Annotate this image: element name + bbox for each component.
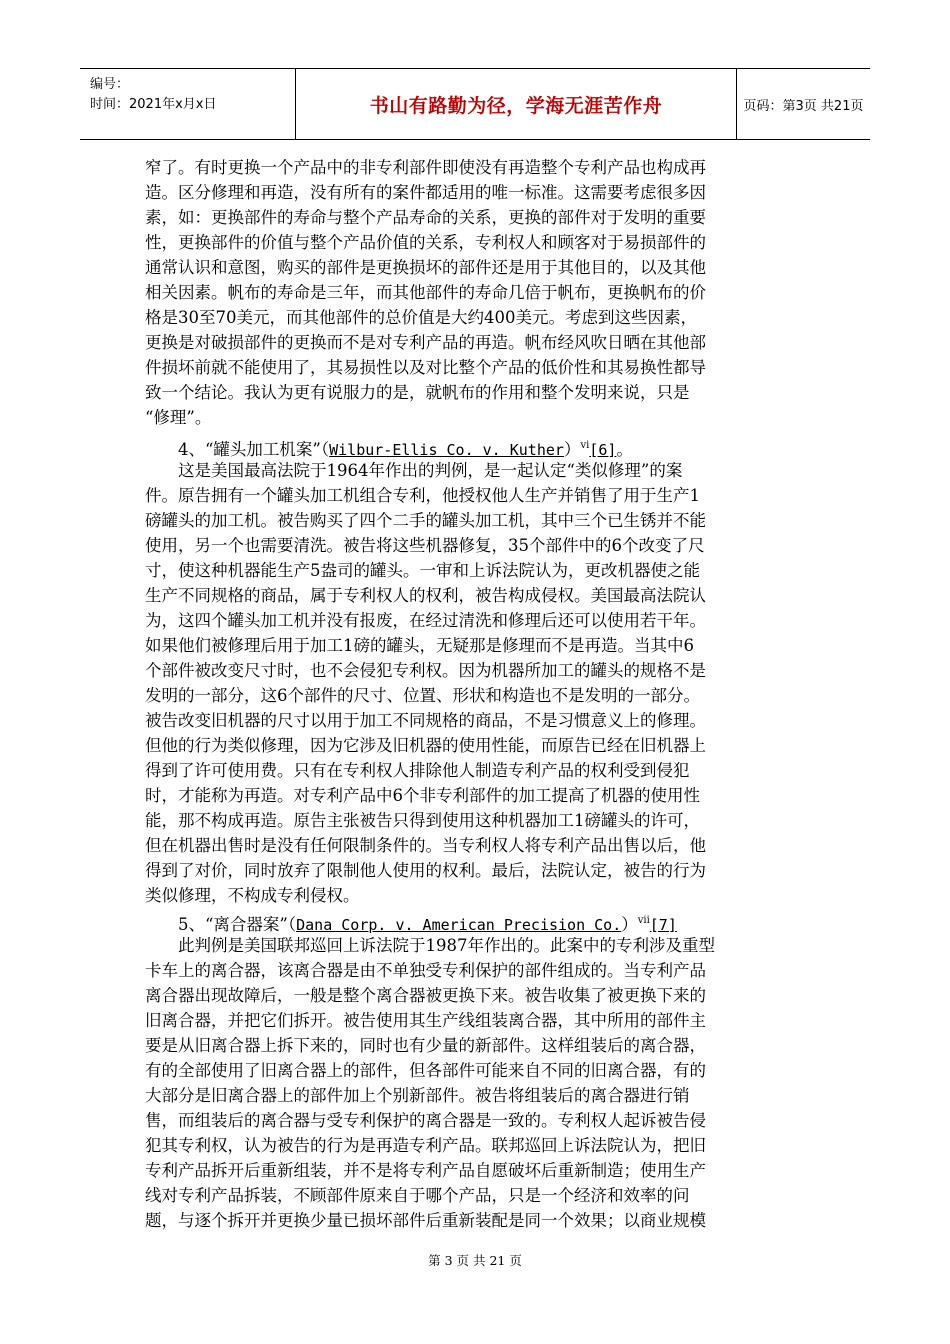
body-line: 被告改变旧机器的尺寸以用于加工不同规格的商品，不是习惯意义上的修理。 bbox=[145, 711, 706, 730]
body-line: 发明的一部分，这6个部件的尺寸、位置、形状和构造也不是发明的一部分。 bbox=[145, 686, 700, 705]
case5-heading bbox=[178, 908, 805, 933]
body-line: 造。区分修理和再造，没有所有的案件都适用的唯一标准。这需要考虑很多因 bbox=[145, 183, 706, 202]
body-line: 更换是对破损部件的更换而不是对专利产品的再造。帆布经风吹日晒在其他部 bbox=[145, 333, 706, 352]
body-line: 窄了。有时更换一个产品中的非专利部件即使没有再造整个专利产品也构成再 bbox=[145, 158, 706, 177]
body-line: 犯其专利权，认为被告的行为是再造专利产品。联邦巡回上诉法院认为，把旧 bbox=[145, 1136, 706, 1155]
case4-end: 。 bbox=[616, 440, 633, 459]
case5-reference[interactable]: [7] bbox=[649, 916, 677, 934]
case4-prefix: 4、“罐头加工机案”（ bbox=[178, 440, 330, 459]
body-line: 件。原告拥有一个罐头加工机组合专利，他授权他人生产并销售了用于生产1 bbox=[145, 486, 700, 505]
case4-heading bbox=[178, 433, 805, 458]
body-line: 但他的行为类似修理，因为它涉及旧机器的使用性能，而原告已经在旧机器上 bbox=[145, 736, 706, 755]
body-line: 线对专利产品拆装，不顾部件原来自于哪个产品，只是一个经济和效率的问 bbox=[145, 1186, 690, 1205]
body-line: 旧离合器，并把它们拆开。被告使用其生产线组装离合器，其中所用的部件主 bbox=[145, 1011, 706, 1030]
header-motto-cell bbox=[296, 69, 737, 139]
body-line: 件损坏前就不能使用了，其易损性以及对比整个产品的低价性和其易换性都导 bbox=[145, 358, 706, 377]
body-line: 离合器出现故障后，一般是整个离合器被更换下来。被告收集了被更换下来的 bbox=[145, 986, 706, 1005]
body-line: 磅罐头的加工机。被告购买了四个二手的罐头加工机，其中三个已生锈并不能 bbox=[145, 511, 706, 530]
body-line: “修理”。 bbox=[145, 408, 212, 427]
case5-case-name[interactable]: Dana Corp. v. American Precision Co. bbox=[296, 916, 622, 934]
body-line: 致一个结论。我认为更有说服力的是，就帆布的作用和整个发明来说，只是 bbox=[145, 383, 690, 402]
body-line: 但在机器出售时是没有任何限制条件的。当专利权人将专利产品出售以后，他 bbox=[145, 836, 706, 855]
body-line: 能，那不构成再造。原告主张被告只得到使用这种机器加工1磅罐头的许可， bbox=[145, 811, 700, 830]
number-label: 编号： bbox=[90, 77, 130, 92]
case4-reference[interactable]: [6] bbox=[589, 441, 617, 459]
body-line: 个部件被改变尺寸时，也不会侵犯专利权。因为机器所加工的罐头的规格不是 bbox=[145, 661, 706, 680]
body-line: 通常认识和意图，购买的部件是更换损坏的部件还是用于其他目的，以及其他 bbox=[145, 258, 706, 277]
body-line: 有的全部使用了旧离合器上的部件，但各部件可能来自不同的旧离合器，有的 bbox=[145, 1061, 706, 1080]
body-line: 题，与逐个拆开并更换少量已损坏部件后重新装配是同一个效果；以商业规模 bbox=[145, 1211, 706, 1230]
header-motto: 书山有路勤为径，学海无涯苦作舟 bbox=[369, 94, 663, 117]
case4-suffix: ） bbox=[563, 440, 581, 459]
case4-case-name[interactable]: Wilbur-Ellis Co. v. Kuther bbox=[329, 441, 564, 459]
body-line: 专利产品拆开后重新组装，并不是将专利产品自愿破坏后重新制造；使用生产 bbox=[145, 1161, 706, 1180]
body-line: 性，更换部件的价值与整个产品价值的关系，专利权人和顾客对于易损部件的 bbox=[145, 233, 706, 252]
body-line: 为，这四个罐头加工机并没有报废，在经过清洗和修理后还可以使用若干年。 bbox=[145, 611, 706, 630]
page-footer: 第 3 页 共 21 页 bbox=[428, 1253, 522, 1268]
body-line: 这是美国最高法院于1964年作出的判例，是一起认定“类似修理”的案 bbox=[178, 461, 683, 480]
body-line: 此判例是美国联邦巡回上诉法院于1987年作出的。此案中的专利涉及重型 bbox=[178, 936, 715, 955]
body-line: 卡车上的离合器，该离合器是由不单独受专利保护的部件组成的。当专利产品 bbox=[145, 961, 706, 980]
body-line: 素，如：更换部件的寿命与整个产品寿命的关系，更换的部件对于发明的重要 bbox=[145, 208, 706, 227]
body-line: 相关因素。帆布的寿命是三年，而其他部件的寿命几倍于帆布，更换帆布的价 bbox=[145, 283, 706, 302]
body-line: 类似修理，不构成专利侵权。 bbox=[145, 886, 360, 905]
body-line: 寸，使这种机器能生产5盎司的罐头。一审和上诉法院认为，更改机器使之能 bbox=[145, 561, 700, 580]
case4-endnote[interactable]: vi bbox=[580, 440, 590, 451]
body-line: 格是30至70美元，而其他部件的总价值是大约400美元。考虑到这些因素， bbox=[145, 308, 697, 327]
body-line: 大部分是旧离合器上的部件加上个别新部件。被告将组装后的离合器进行销 bbox=[145, 1086, 690, 1105]
page-info: 页码：第3页 共21页 bbox=[743, 98, 864, 114]
body-line: 生产不同规格的商品，属于专利权人的权利，被告构成侵权。美国最高法院认 bbox=[145, 586, 706, 605]
header-meta bbox=[80, 69, 296, 139]
body-line: 要是从旧离合器上拆下来的，同时也有少量的新部件。这样组装后的离合器， bbox=[145, 1036, 706, 1055]
body-line: 如果他们被修理后用于加工1磅的罐头，无疑那是修理而不是再造。当其中6 bbox=[145, 636, 694, 655]
body-line: 时，才能称为再造。对专利产品中6个非专利部件的加工提高了机器的使用性 bbox=[145, 786, 700, 805]
body-line: 使用，另一个也需要清洗。被告将这些机器修复，35个部件中的6个改变了尺 bbox=[145, 536, 705, 555]
header-page-cell bbox=[737, 69, 870, 139]
date-label: 时间：2021年x月x日 bbox=[90, 97, 217, 112]
body-line: 售，而组装后的离合器与受专利保护的离合器是一致的。专利权人起诉被告侵 bbox=[145, 1111, 706, 1130]
case5-prefix: 5、“离合器案”（ bbox=[178, 915, 297, 934]
body-line: 得到了许可使用费。只有在专利权人排除他人制造专利产品的权利受到侵犯 bbox=[145, 761, 690, 780]
body-line: 得到了对价，同时放弃了限制他人使用的权利。最后，法院认定，被告的行为 bbox=[145, 861, 706, 880]
case5-endnote[interactable]: vii bbox=[637, 915, 650, 926]
case5-suffix: ） bbox=[621, 915, 638, 934]
page-header bbox=[80, 68, 870, 140]
